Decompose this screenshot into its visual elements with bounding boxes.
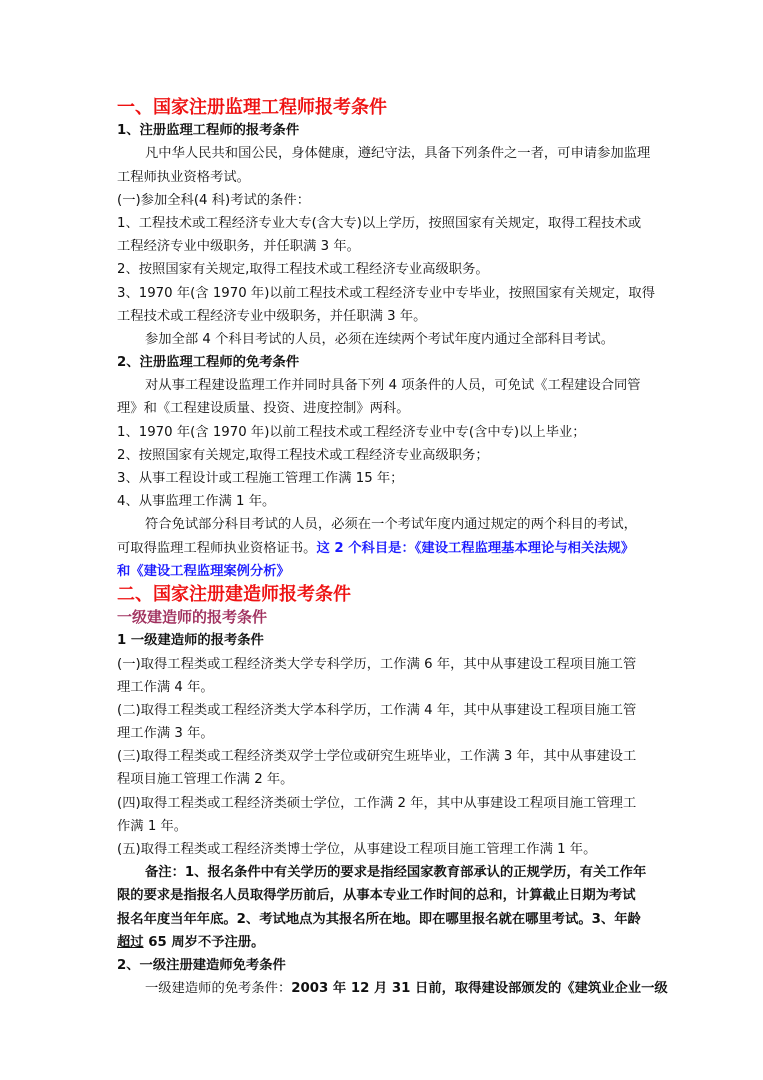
section-heading <box>117 583 657 606</box>
highlighted-text: 和《建设工程监理案例分析》 <box>117 563 290 579</box>
text-line <box>117 119 657 142</box>
text-segment: 1 一级建造师的报考条件 <box>117 633 264 649</box>
text-segment: 2003 年 12 月 31 日前，取得建设部颁发的《建筑业企业一级 <box>291 981 668 997</box>
text-segment: 2、按照国家有关规定,取得工程技术或工程经济专业高级职务； <box>117 447 489 463</box>
text-line <box>117 513 657 536</box>
text-line <box>117 212 657 235</box>
text-segment: 凡中华人民共和国公民，身体健康，遵纪守法，具备下列条件之一者，可申请参加监理 <box>145 146 651 162</box>
text-line <box>117 815 657 838</box>
text-segment: 符合免试部分科目考试的人员，必须在一个考试年度内通过规定的两个科目的考试， <box>145 517 637 533</box>
text-line <box>117 954 657 977</box>
text-segment: 3、从事工程设计或工程施工管理工作满 15 年； <box>117 471 404 486</box>
document-page <box>117 96 668 1000</box>
text-segment: 理工作满 4 年。 <box>117 679 214 695</box>
text-line <box>117 861 657 884</box>
text-segment: 65 周岁不予注册。 <box>143 934 265 950</box>
text-segment: 一级建造师的报考条件 <box>117 608 268 627</box>
highlighted-text: 这 2 个科目是：《建设工程监理基本理论与相关法规》 <box>316 540 635 556</box>
text-segment: (四)取得工程类或工程经济类硕士学位，工作满 2 年，其中从事建设工程项目施工管理工 <box>117 795 637 811</box>
text-line <box>117 768 657 791</box>
text-segment: 二、国家注册建造师报考条件 <box>117 583 351 605</box>
text-line <box>117 421 657 444</box>
text-segment: 限的要求是指报名人员取得学历前后，从事本专业工作时间的总和，计算截止日期为考试 <box>117 888 636 904</box>
text-line <box>117 490 657 513</box>
text-segment: 一级建造师的免考条件： <box>145 981 292 997</box>
text-line <box>117 444 657 467</box>
text-segment: 2、一级注册建造师免考条件 <box>117 957 286 973</box>
text-segment: 理》和《工程建设质量、投资、进度控制》两科。 <box>117 401 410 417</box>
text-line <box>117 258 657 281</box>
section-heading <box>117 96 657 119</box>
text-segment: 理工作满 3 年。 <box>117 726 214 742</box>
text-segment: (一)参加全科(4 科)考试的条件： <box>117 192 310 208</box>
text-segment: 参加全部 4 个科目考试的人员，必须在连续两个考试年度内通过全部科目考试。 <box>145 331 615 347</box>
text-segment: 3、1970 年(含 1970 年)以前工程技术或工程经济专业中专毕业，按照国家有关规定，取得 <box>117 285 655 301</box>
text-line <box>117 189 657 212</box>
text-line <box>117 977 668 1000</box>
text-line <box>117 374 657 397</box>
text-segment: 程项目施工管理工作满 2 年。 <box>117 772 294 788</box>
text-segment: (五)取得工程类或工程经济类博士学位，从事建设工程项目施工管理工作满 1 年。 <box>117 842 597 857</box>
text-segment: 工程技术或工程经济专业中级职务，并任职满 3 年。 <box>117 308 427 324</box>
text-segment: 对从事工程建设监理工作并同时具备下列 4 项条件的人员，可免试《工程建设合同管 <box>145 378 641 394</box>
text-segment: (三)取得工程类或工程经济类双学士学位或研究生班毕业，工作满 3 年，其中从事建设工 <box>117 749 637 765</box>
text-line <box>117 653 657 676</box>
text-segment: 报名年度当年年底。2、考试地点为其报名所在地。即在哪里报名就在哪里考试。3、年龄 <box>117 911 641 927</box>
text-segment: 1、注册监理工程师的报考条件 <box>117 123 300 139</box>
text-segment: 2、按照国家有关规定,取得工程技术或工程经济专业高级职务。 <box>117 262 489 278</box>
text-line <box>117 305 657 328</box>
text-line <box>117 166 657 189</box>
text-line <box>117 722 657 745</box>
text-segment: 备注：1、报名条件中有关学历的要求是指经国家教育部承认的正规学历，有关工作年 <box>145 865 647 881</box>
text-segment: 2、注册监理工程师的免考条件 <box>117 355 300 371</box>
text-segment: 一、国家注册监理工程师报考条件 <box>117 97 387 118</box>
subsection-heading <box>117 606 657 629</box>
text-line <box>117 142 657 165</box>
text-line <box>117 908 657 931</box>
text-segment: (二)取得工程类或工程经济类大学本科学历，工作满 4 年，其中从事建设工程项目施工管 <box>117 702 637 718</box>
text-line <box>117 560 657 583</box>
text-line <box>117 282 657 305</box>
text-line <box>117 235 657 258</box>
text-line <box>117 931 657 954</box>
text-line <box>117 537 657 560</box>
text-line <box>117 792 657 815</box>
text-segment: 4、从事监理工作满 1 年。 <box>117 494 276 510</box>
text-segment: 作满 1 年。 <box>117 818 188 834</box>
text-segment: 工程经济专业中级职务，并任职满 3 年。 <box>117 239 360 255</box>
text-line <box>117 884 657 907</box>
text-line <box>117 676 657 699</box>
text-segment: (一)取得工程类或工程经济类大学专科学历，工作满 6 年，其中从事建设工程项目施工管 <box>117 656 637 672</box>
text-line <box>117 699 657 722</box>
text-line <box>117 467 657 490</box>
text-segment: 工程师执业资格考试。 <box>117 169 250 185</box>
text-segment: 可取得监理工程师执业资格证书。 <box>117 540 317 556</box>
text-segment: 1、1970 年(含 1970 年)以前工程技术或工程经济专业中专(含中专)以上毕业； <box>117 424 586 440</box>
text-line <box>117 629 657 652</box>
text-line <box>117 397 657 420</box>
text-segment: 超过 <box>117 934 144 950</box>
text-line <box>117 328 657 351</box>
text-segment: 1、工程技术或工程经济专业大专(含大专)以上学历，按照国家有关规定，取得工程技术或 <box>117 215 642 231</box>
text-line <box>117 838 657 861</box>
text-line <box>117 745 657 768</box>
text-line <box>117 351 657 374</box>
